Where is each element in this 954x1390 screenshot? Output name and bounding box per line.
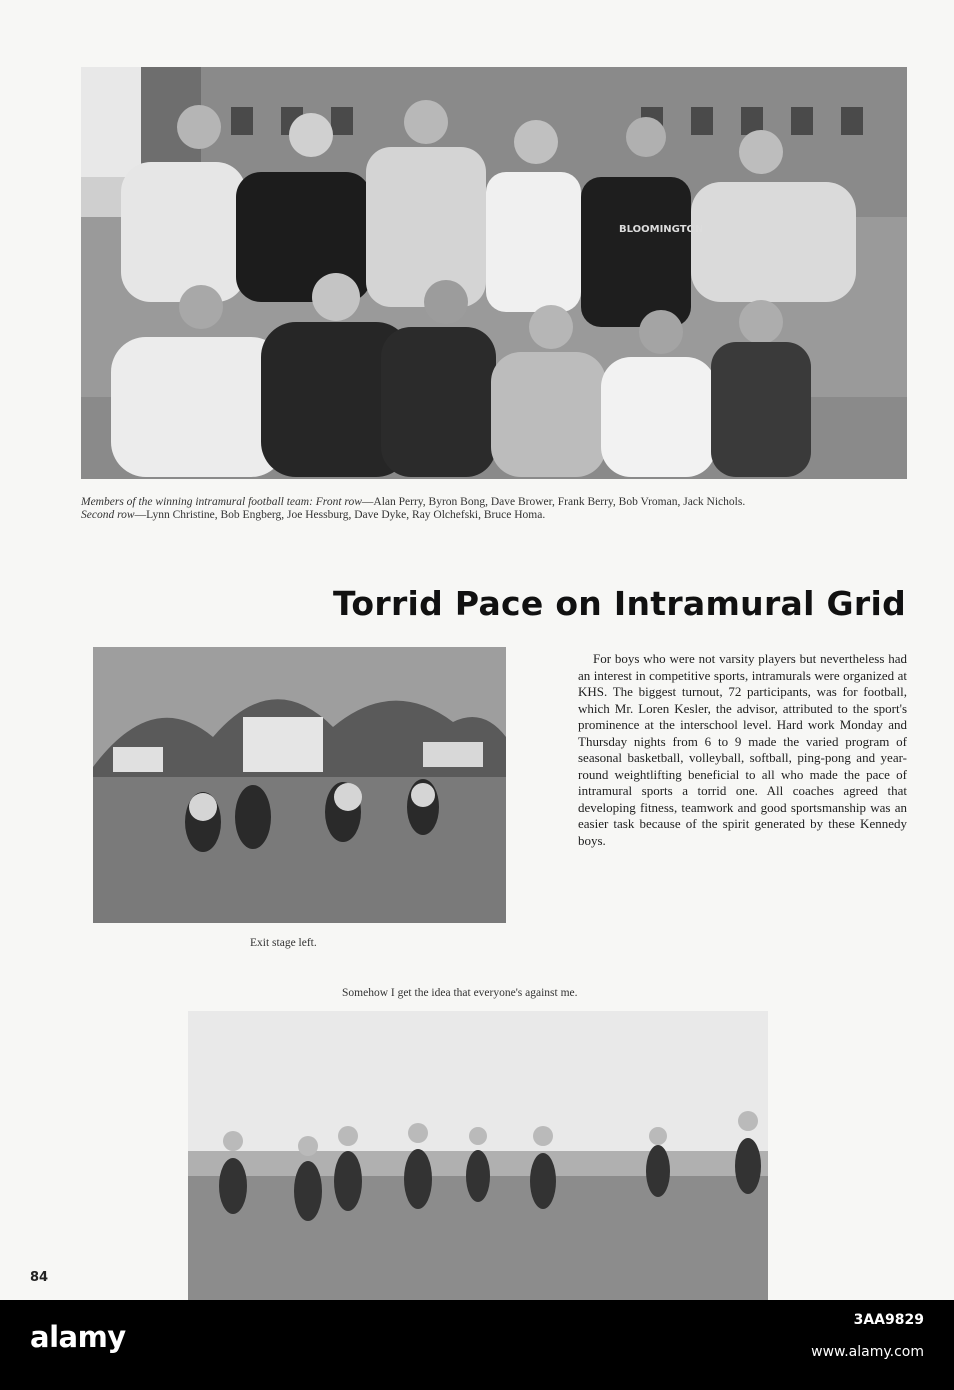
brand-logo: alamy	[30, 1320, 126, 1354]
football-play-image	[93, 647, 506, 923]
team-photo-caption	[81, 496, 907, 522]
caption-second-row-names: —Lynn Christine, Bob Engberg, Joe Hessburg, Dave Dyke, Ray Olchefski, Bruce Homa.	[134, 509, 546, 521]
caption-second-row-label: Second row	[81, 509, 135, 521]
scrimmage-image	[188, 1011, 768, 1300]
scrimmage-photo-caption: Somehow I get the idea that everyone's against me.	[342, 987, 578, 999]
play-photo-caption: Exit stage left.	[250, 937, 317, 949]
page-headline: Torrid Pace on Intramural Grid	[332, 584, 906, 623]
site-url: www.alamy.com	[811, 1344, 924, 1360]
scrimmage-photo	[188, 1011, 768, 1300]
page-number: 84	[30, 1270, 49, 1285]
team-photo	[81, 67, 907, 479]
article-body: For boys who were not varsity players but nevertheless had an interest in competitive sports, intramurals were organized at KHS. The biggest turnout, 72 participants, was for football, which Mr. Loren Kesler, the advisor, attributed to the sport's prominence at the interschool level. Hard work Monday and Thursday nights from 6 to 9 made the varied program of seasonal basketball, volleyball, softball, ping-pong and year-round weightlifting beneficial to all who made the pace of intramural sports a torrid one. All coaches agreed that developing fitness, teamwork and good sportsmanship was an easier task because of the spirit generated by these Kennedy boys.	[578, 651, 907, 848]
shirt-lettering: BLOOMINGTON	[619, 224, 704, 235]
caption-front-row-names: —Alan Perry, Byron Bong, Dave Brower, Frank Berry, Bob Vroman, Jack Nichols.	[361, 496, 746, 508]
caption-front-row-label: Members of the winning intramural football team: Front row	[81, 496, 362, 508]
football-play-photo	[93, 647, 506, 923]
image-id: 3AA9829	[853, 1312, 924, 1328]
team-photo-image	[81, 67, 907, 479]
